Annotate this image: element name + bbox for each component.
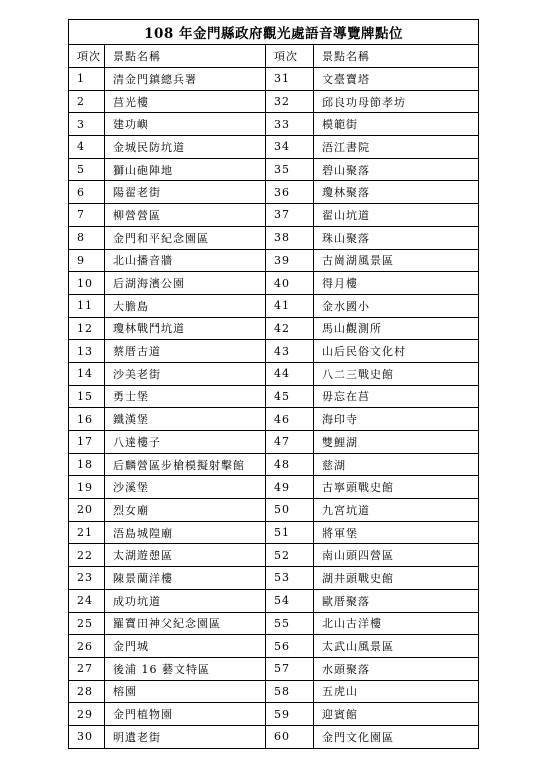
spot-name-right: 慈湖 [314, 453, 479, 476]
index-left: 27 [69, 657, 105, 680]
index-right: 35 [266, 158, 314, 181]
spot-name-left: 后湖海濱公園 [105, 272, 266, 295]
header-row [69, 45, 479, 68]
header-name-left: 景點名稱 [105, 45, 266, 68]
index-left: 4 [69, 136, 105, 159]
spot-name-left: 大膽島 [105, 294, 266, 317]
table-row [69, 544, 479, 567]
spot-name-right: 翟山坑道 [314, 204, 479, 227]
table-row [69, 725, 479, 748]
table-row [69, 521, 479, 544]
index-right: 31 [266, 68, 314, 91]
index-right: 34 [266, 136, 314, 159]
index-right: 44 [266, 362, 314, 385]
spot-name-left: 陽翟老街 [105, 181, 266, 204]
table-title: 108 年金門縣政府觀光處語音導覽牌點位 [69, 20, 479, 45]
spot-name-right: 珠山聚落 [314, 226, 479, 249]
index-left: 17 [69, 431, 105, 454]
spot-name-right: 金門文化園區 [314, 725, 479, 748]
spot-name-left: 太湖遊憩區 [105, 544, 266, 567]
table-row [69, 567, 479, 590]
index-left: 9 [69, 249, 105, 272]
index-right: 54 [266, 589, 314, 612]
spot-name-right: 迎賓館 [314, 703, 479, 726]
index-left: 1 [69, 68, 105, 91]
spot-name-left: 金門城 [105, 635, 266, 658]
spot-name-left: 金門和平紀念園區 [105, 226, 266, 249]
index-left: 29 [69, 703, 105, 726]
index-left: 7 [69, 204, 105, 227]
document-page [68, 19, 478, 749]
index-left: 10 [69, 272, 105, 295]
index-right: 36 [266, 181, 314, 204]
index-left: 28 [69, 680, 105, 703]
index-left: 25 [69, 612, 105, 635]
table-row [69, 476, 479, 499]
index-left: 8 [69, 226, 105, 249]
spot-name-right: 雙鯉湖 [314, 431, 479, 454]
index-right: 55 [266, 612, 314, 635]
index-right: 53 [266, 567, 314, 590]
spot-name-right: 金水國小 [314, 294, 479, 317]
index-left: 14 [69, 362, 105, 385]
index-left: 16 [69, 408, 105, 431]
spot-name-right: 歐厝聚落 [314, 589, 479, 612]
index-right: 49 [266, 476, 314, 499]
spot-name-right: 水頭聚落 [314, 657, 479, 680]
index-right: 40 [266, 272, 314, 295]
spot-name-left: 勇士堡 [105, 385, 266, 408]
index-right: 47 [266, 431, 314, 454]
index-right: 50 [266, 499, 314, 522]
table-row [69, 703, 479, 726]
table-row [69, 657, 479, 680]
spot-name-left: 清金門鎮總兵署 [105, 68, 266, 91]
index-right: 46 [266, 408, 314, 431]
index-right: 56 [266, 635, 314, 658]
spot-name-left: 后麟營區步槍模擬射擊館 [105, 453, 266, 476]
header-name-right: 景點名稱 [314, 45, 479, 68]
table-row [69, 635, 479, 658]
spot-name-right: 八二三戰史館 [314, 362, 479, 385]
header-index-right: 項次 [266, 45, 314, 68]
spot-name-right: 模範街 [314, 113, 479, 136]
spot-name-left: 莒光樓 [105, 90, 266, 113]
index-left: 20 [69, 499, 105, 522]
table-row [69, 317, 479, 340]
spot-name-left: 後浦 16 藝文特區 [105, 657, 266, 680]
spot-name-right: 得月樓 [314, 272, 479, 295]
index-left: 2 [69, 90, 105, 113]
spot-name-right: 南山頭四營區 [314, 544, 479, 567]
table-row [69, 680, 479, 703]
spot-name-left: 沙溪堡 [105, 476, 266, 499]
spot-name-left: 陳景蘭洋樓 [105, 567, 266, 590]
spot-name-right: 太武山風景區 [314, 635, 479, 658]
spot-name-right: 馬山觀測所 [314, 317, 479, 340]
index-right: 41 [266, 294, 314, 317]
spot-name-right: 毋忘在莒 [314, 385, 479, 408]
index-left: 13 [69, 340, 105, 363]
index-right: 39 [266, 249, 314, 272]
table-row [69, 294, 479, 317]
index-left: 21 [69, 521, 105, 544]
spot-name-left: 成功坑道 [105, 589, 266, 612]
table-row [69, 181, 479, 204]
spot-name-left: 榕園 [105, 680, 266, 703]
spot-name-left: 北山播音牆 [105, 249, 266, 272]
index-left: 18 [69, 453, 105, 476]
index-left: 19 [69, 476, 105, 499]
spot-name-right: 文臺寶塔 [314, 68, 479, 91]
index-left: 26 [69, 635, 105, 658]
index-right: 51 [266, 521, 314, 544]
scenic-spots-table [68, 19, 479, 749]
index-left: 23 [69, 567, 105, 590]
index-left: 24 [69, 589, 105, 612]
spot-name-right: 碧山聚落 [314, 158, 479, 181]
index-right: 60 [266, 725, 314, 748]
index-right: 33 [266, 113, 314, 136]
spot-name-right: 五虎山 [314, 680, 479, 703]
spot-name-right: 古寧頭戰史館 [314, 476, 479, 499]
table-row [69, 272, 479, 295]
table-row [69, 589, 479, 612]
table-row [69, 408, 479, 431]
spot-name-left: 沙美老街 [105, 362, 266, 385]
table-row [69, 453, 479, 476]
spot-name-right: 海印寺 [314, 408, 479, 431]
table-row [69, 499, 479, 522]
table-row [69, 113, 479, 136]
index-right: 52 [266, 544, 314, 567]
index-right: 48 [266, 453, 314, 476]
index-right: 57 [266, 657, 314, 680]
spot-name-left: 蔡厝古道 [105, 340, 266, 363]
spot-name-right: 浯江書院 [314, 136, 479, 159]
table-row [69, 612, 479, 635]
table-row [69, 226, 479, 249]
index-left: 6 [69, 181, 105, 204]
index-right: 58 [266, 680, 314, 703]
table-row [69, 68, 479, 91]
table-row [69, 136, 479, 159]
index-right: 37 [266, 204, 314, 227]
table-row [69, 158, 479, 181]
index-right: 43 [266, 340, 314, 363]
index-left: 30 [69, 725, 105, 748]
table-row [69, 204, 479, 227]
table-row [69, 249, 479, 272]
spot-name-right: 九宮坑道 [314, 499, 479, 522]
spot-name-left: 金城民防坑道 [105, 136, 266, 159]
index-right: 42 [266, 317, 314, 340]
index-left: 12 [69, 317, 105, 340]
table-row [69, 90, 479, 113]
table-row [69, 385, 479, 408]
index-right: 45 [266, 385, 314, 408]
table-row [69, 431, 479, 454]
index-left: 15 [69, 385, 105, 408]
header-index-left: 項次 [69, 45, 105, 68]
spot-name-right: 瓊林聚落 [314, 181, 479, 204]
spot-name-right: 古崗湖風景區 [314, 249, 479, 272]
spot-name-left: 浯島城隍廟 [105, 521, 266, 544]
spot-name-left: 明遺老街 [105, 725, 266, 748]
spot-name-left: 鐵漢堡 [105, 408, 266, 431]
index-right: 32 [266, 90, 314, 113]
spot-name-left: 烈女廟 [105, 499, 266, 522]
index-left: 5 [69, 158, 105, 181]
table-row [69, 362, 479, 385]
index-right: 38 [266, 226, 314, 249]
spot-name-right: 湖井頭戰史館 [314, 567, 479, 590]
spot-name-right: 將軍堡 [314, 521, 479, 544]
index-right: 59 [266, 703, 314, 726]
spot-name-left: 瓊林戰鬥坑道 [105, 317, 266, 340]
spot-name-left: 羅寶田神父紀念園區 [105, 612, 266, 635]
spot-name-left: 金門植物園 [105, 703, 266, 726]
index-left: 11 [69, 294, 105, 317]
spot-name-right: 北山古洋樓 [314, 612, 479, 635]
spot-name-right: 邱良功母節孝坊 [314, 90, 479, 113]
spot-name-left: 建功嶼 [105, 113, 266, 136]
spot-name-left: 柳營營區 [105, 204, 266, 227]
spot-name-left: 獅山砲陣地 [105, 158, 266, 181]
index-left: 22 [69, 544, 105, 567]
spot-name-left: 八達樓子 [105, 431, 266, 454]
index-left: 3 [69, 113, 105, 136]
spot-name-right: 山后民俗文化村 [314, 340, 479, 363]
table-row [69, 340, 479, 363]
